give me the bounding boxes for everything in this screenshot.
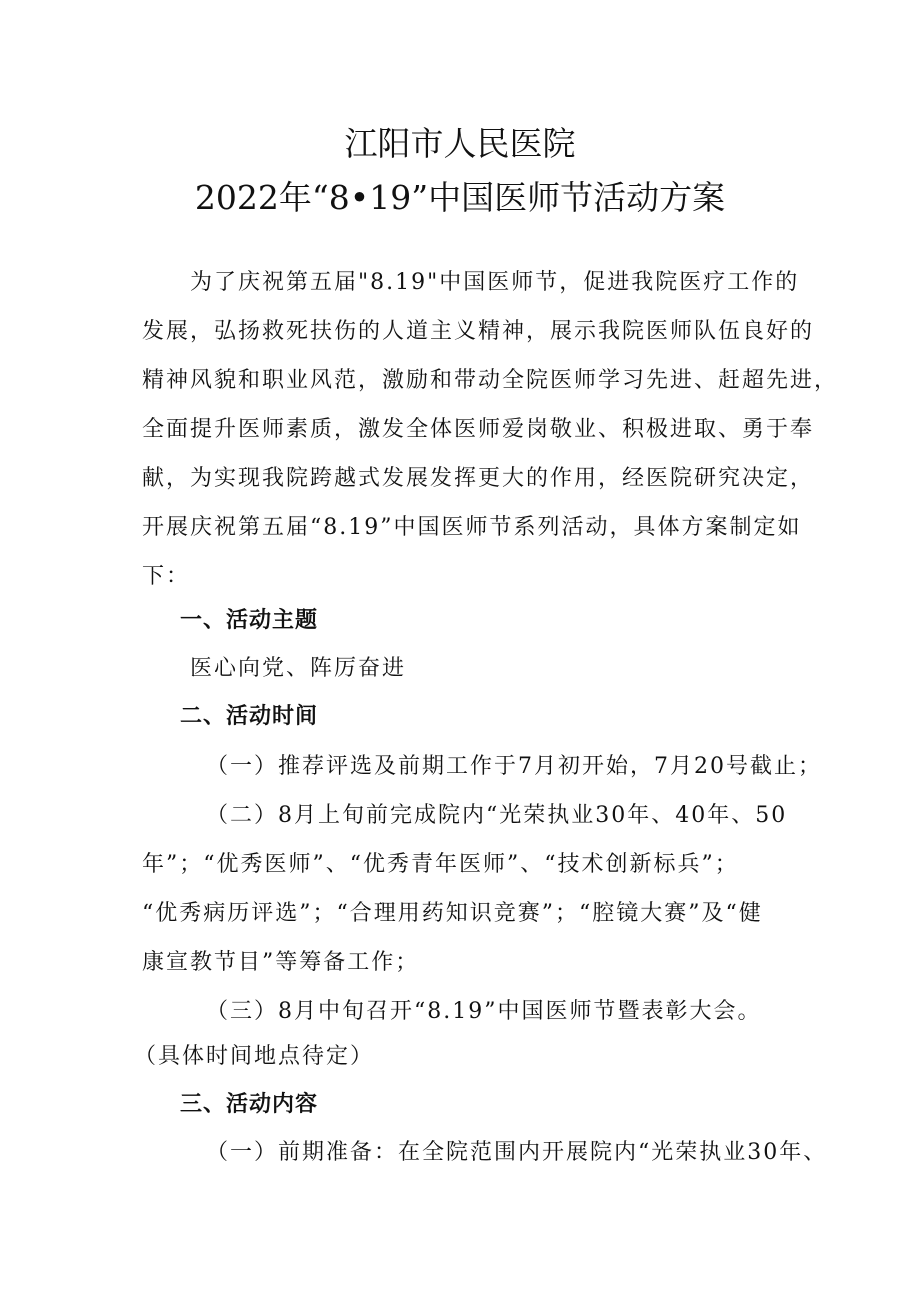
section-heading-theme: 一、活动主题	[180, 608, 319, 633]
section-heading-time: 二、活动时间	[180, 704, 319, 729]
theme-content: 医心向党、阵厉奋进	[190, 656, 407, 681]
time-line: （一）推荐评选及前期工作于7月初开始，7月20号截止；	[206, 754, 822, 779]
content-line: （一）前期准备：在全院范围内开展院内“光荣执业30年、	[206, 1140, 828, 1165]
intro-line: 精神风貌和职业风范，激励和带动全院医师学习先进、赶超先进，	[142, 368, 839, 393]
section-heading-content: 三、活动内容	[180, 1092, 319, 1117]
time-line: （三）8月中旬召开“8.19”中国医师节暨表彰大会。	[206, 999, 762, 1024]
time-line: （二）8月上旬前完成院内“光荣执业30年、40年、50	[206, 803, 788, 828]
document-title-plan: 2022年“8•19”中国医师节活动方案	[194, 178, 726, 217]
time-line: 康宣教节目”等筹备工作；	[142, 950, 420, 975]
time-line: 年”；“优秀医师”、“优秀青年医师”、“技术创新标兵”；	[142, 852, 739, 877]
intro-line: 下：	[142, 564, 191, 589]
intro-line: 全面提升医师素质，激发全体医师爱岗敬业、积极进取、勇于奉	[142, 417, 815, 442]
document-title-hospital: 江阳市人民医院	[344, 124, 576, 163]
intro-line: 为了庆祝第五届"8.19"中国医师节，促进我院医疗工作的	[190, 270, 800, 295]
intro-line: 发展，弘扬救死扶伤的人道主义精神，展示我院医师队伍良好的	[142, 319, 815, 344]
time-line: “优秀病历评选”；“合理用药知识竞赛”；“腔镜大赛”及“健	[142, 901, 763, 926]
intro-line: 开展庆祝第五届“8.19”中国医师节系列活动，具体方案制定如	[142, 515, 802, 540]
time-line: （具体时间地点待定）	[134, 1044, 375, 1069]
intro-line: 献，为实现我院跨越式发展发挥更大的作用，经医院研究决定，	[142, 466, 815, 491]
